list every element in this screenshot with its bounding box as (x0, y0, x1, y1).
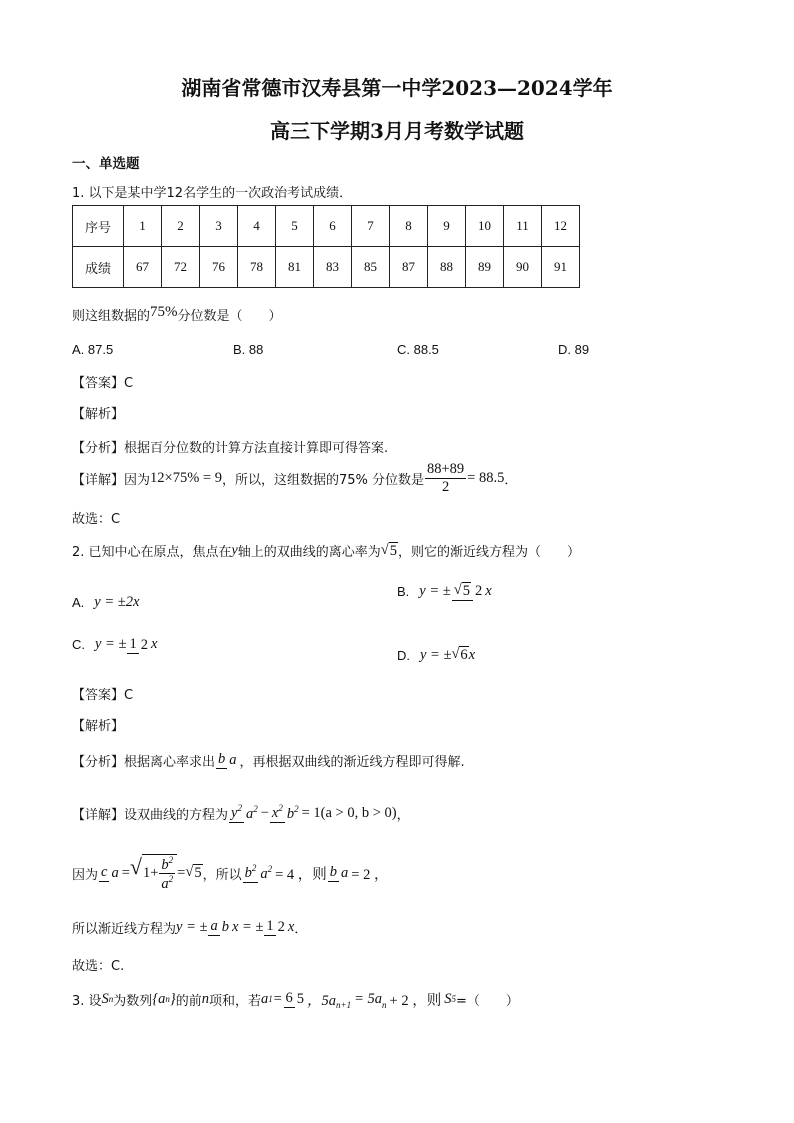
q1-option-b: B. 88 (233, 342, 264, 357)
q2-fenxi-fraction (216, 751, 239, 769)
q2-fenxi-suffix: ，再根据双曲线的渐近线方程即可得解. (239, 754, 465, 770)
table-cell: 89 (466, 247, 504, 288)
q3-stem-prefix: 3. 设 (72, 993, 102, 1009)
s-n: S n (101, 990, 114, 1007)
q1-detail-calc: 12×75% = 9 (150, 469, 222, 486)
q2-answer: 【答案】C (72, 688, 134, 703)
q1-ask (72, 305, 282, 325)
fraction-denominator: $a^2$ (260, 863, 273, 882)
table-cell: 8 (390, 206, 428, 247)
q1-fenxi: 【分析】根据百分位数的计算方法直接计算即可得答案. (72, 441, 389, 456)
line2-prefix: 因为 (72, 867, 99, 883)
sequence-set: {a n } (152, 990, 176, 1007)
minus-sign: − (260, 804, 269, 821)
hyperbola-term-x (270, 803, 301, 823)
q2-option-a (72, 594, 139, 611)
q1-detail-fraction (425, 461, 466, 495)
sqrt-radicand: 6 (460, 647, 468, 663)
q1-stem: 1. 以下是某中学12名学生的一次政治考试成绩． (72, 186, 353, 201)
sqrt-radicand: 5 (194, 865, 202, 881)
sqrt-radicand: 5 (389, 542, 397, 559)
q2-fenxi-prefix: 【分析】根据离心率求出 (72, 754, 216, 770)
q3-stem (72, 978, 519, 1020)
subscript-n: n (382, 1000, 387, 1010)
q1-detail-eq: = 88.5 (467, 469, 505, 486)
q2-option-c (72, 636, 157, 654)
table-cell: 4 (238, 206, 276, 247)
fraction-b2-a2 (243, 863, 275, 883)
fraction-numerator: 1 (266, 918, 274, 935)
fraction-numerator: $y^2$ (231, 803, 242, 822)
q2-stem-mid: 轴上的双曲线的离心率为 (237, 545, 381, 560)
option-eq-post: x (485, 582, 492, 599)
a1-equals: a 1 = (260, 990, 283, 1007)
q1-option-c: C. 88.5 (397, 342, 439, 357)
option-equation: y = ±2x (94, 594, 140, 610)
q3-stem-mid2: 的前 (175, 993, 202, 1009)
recurrence-part1: ，5a (307, 992, 337, 1009)
page-title-line1: 湖南省常德市汉寿县第一中学2023—2024学年 (181, 76, 613, 100)
fraction-denominator: 5 (296, 990, 305, 1007)
table-header-cell: 序号 (73, 206, 124, 247)
fraction-denominator: $a^2$ (245, 803, 258, 822)
table-cell: 7 (352, 206, 390, 247)
fraction-six-fifths (284, 990, 307, 1008)
table-cell: 1 (124, 206, 162, 247)
fraction-denominator: 2 (441, 478, 450, 495)
recurrence-part3: + 2 ，则 (389, 992, 442, 1009)
table-cell: 90 (504, 247, 542, 288)
table-cell: 88 (428, 247, 466, 288)
line2-mid2: = 4 ，则 (275, 866, 327, 883)
q1-detail-end: ． (504, 472, 518, 488)
q3-n-var: n (201, 990, 209, 1007)
q1-ask-pct: 75% (150, 304, 178, 320)
q1-detail-prefix: 【详解】因为 (72, 472, 151, 488)
x-equals: x = ± (231, 918, 264, 935)
table-cell: 85 (352, 247, 390, 288)
q1-option-d: D. 89 (558, 342, 590, 357)
option-label: C. (72, 637, 85, 653)
line2-end: = 2 ， (351, 866, 389, 883)
table-cell: 67 (124, 247, 162, 288)
option-fraction (452, 582, 484, 601)
table-row (73, 206, 580, 247)
fraction-a-b (208, 918, 231, 936)
x-var: x (287, 918, 295, 935)
equals-sign: = (177, 864, 186, 881)
fraction-denominator: b (221, 918, 229, 935)
option-eq-pre: y = ± (420, 646, 452, 663)
q2-stem-sqrt: √ 5 (380, 541, 397, 559)
q2-detail-eq-tail: = 1(a > 0, b > 0) (301, 804, 397, 821)
table-row (73, 247, 580, 288)
sqrt-symbol: √ 5 (453, 582, 470, 599)
fraction-numerator (452, 582, 473, 601)
scores-table (72, 205, 580, 288)
option-label: D. (397, 647, 410, 663)
q2-detail (72, 792, 410, 834)
table-header-cell: 成绩 (73, 247, 124, 288)
s-5: S 5 (444, 990, 456, 1007)
q2-detail-end: ， (396, 807, 410, 823)
table-cell: 10 (466, 206, 504, 247)
table-cell: 87 (390, 247, 428, 288)
q1-ask-prefix: 则这组数据的 (72, 309, 151, 324)
fraction-denominator: 2 (277, 918, 285, 935)
fraction-numerator: b (218, 751, 226, 768)
fraction-numerator: a (210, 918, 218, 935)
q3-stem-end: =（ ） (455, 993, 519, 1009)
recurrence-part2: = 5a (354, 990, 383, 1007)
fraction-numerator: b (329, 864, 338, 881)
fraction-denominator: $b^2$ (286, 803, 299, 822)
table-cell: 78 (238, 247, 276, 288)
hyperbola-term-y (229, 803, 260, 823)
line2-mid: ，所以 (202, 867, 242, 883)
fraction-one-half (264, 918, 287, 936)
q3-stem-mid1: 为数列 (113, 993, 153, 1009)
q2-detail-line2 (72, 850, 388, 896)
q2-stem-prefix: 2. 已知中心在原点，焦点在 (72, 545, 232, 560)
q2-guxuan: 故选：C. (72, 959, 125, 974)
subscript-n-plus-1: n+1 (336, 1000, 352, 1010)
q2-option-d (397, 646, 475, 664)
q3-stem-mid3: 项和，若 (208, 993, 261, 1009)
y-equals: y = ± (176, 918, 208, 935)
sqrt-expression: √ 1+ $\frac{b^2}{a^2}$ (130, 854, 177, 893)
q2-detail-line3 (72, 906, 307, 948)
sqrt-radicand: 1+ $\frac{b^2}{a^2}$ (142, 854, 177, 893)
table-cell: 83 (314, 247, 352, 288)
q1-answer: 【答案】C (72, 376, 134, 391)
table-cell: 11 (504, 206, 542, 247)
option-sqrt: √ 6 (451, 646, 468, 663)
option-fraction (127, 636, 150, 654)
fraction-numerator: $b^2$ (244, 863, 257, 882)
q1-detail-mid: ，所以，这组数据的75% 分位数是 (221, 472, 424, 488)
fraction-numerator: 88+89 (426, 460, 465, 477)
q1-guxuan: 故选：C (72, 512, 121, 527)
option-label: A. (72, 595, 85, 610)
fraction-denominator: 2 (474, 583, 483, 599)
option-eq-pre: y = ± (419, 582, 451, 599)
option-eq-pre: y = ± (95, 636, 127, 653)
page-title-line2: 高三下学期3月月考数学试题 (270, 119, 524, 143)
q2-stem (72, 541, 580, 560)
table-cell: 9 (428, 206, 466, 247)
fraction-b-a (328, 864, 351, 882)
table-cell: 81 (276, 247, 314, 288)
fraction-denominator: 2 (140, 636, 148, 653)
table-cell: 12 (542, 206, 580, 247)
q2-option-b (397, 582, 492, 601)
table-cell: 3 (200, 206, 238, 247)
fraction-b2-a2: $\frac{b^2}{a^2}$ (161, 854, 174, 892)
table-cell: 72 (162, 247, 200, 288)
table-cell: 6 (314, 206, 352, 247)
equals-sign: = (121, 864, 130, 881)
fraction-denominator: a (341, 864, 349, 881)
sqrt-five: √ 5 (185, 864, 202, 881)
q1-ask-suffix: 分位数是（ ） (177, 309, 282, 324)
section-heading: 一、单选题 (72, 156, 140, 172)
q1-jiexi: 【解析】 (72, 407, 125, 422)
fraction-c-a (99, 864, 121, 882)
table-cell: 5 (276, 206, 314, 247)
q2-stem-suffix: ，则它的渐近线方程为（ ） (398, 545, 581, 560)
line3-prefix: 所以渐近线方程为 (72, 921, 177, 937)
fraction-numerator: 1 (129, 636, 137, 652)
q2-fenxi (72, 740, 465, 780)
option-label: B. (397, 583, 410, 599)
q1-option-a: A. 87.5 (72, 342, 114, 357)
q1-detail (72, 458, 517, 498)
fraction-numerator: $x^2$ (271, 803, 283, 822)
fraction-numerator: 6 (285, 990, 293, 1007)
option-eq-post: x (150, 636, 158, 653)
fraction-denominator: a (111, 864, 119, 881)
fraction-numerator: c (101, 864, 108, 881)
line3-end: ． (294, 921, 308, 937)
q2-jiexi: 【解析】 (72, 719, 125, 734)
table-cell: 76 (200, 247, 238, 288)
q2-stem-var: y (231, 542, 238, 558)
fraction-denominator: a (229, 751, 237, 768)
table-cell: 2 (162, 206, 200, 247)
option-eq-post: x (468, 646, 476, 663)
table-cell: 91 (542, 247, 580, 288)
q2-detail-prefix: 【详解】设双曲线的方程为 (72, 807, 229, 823)
sqrt-radicand: 5 (462, 583, 470, 599)
